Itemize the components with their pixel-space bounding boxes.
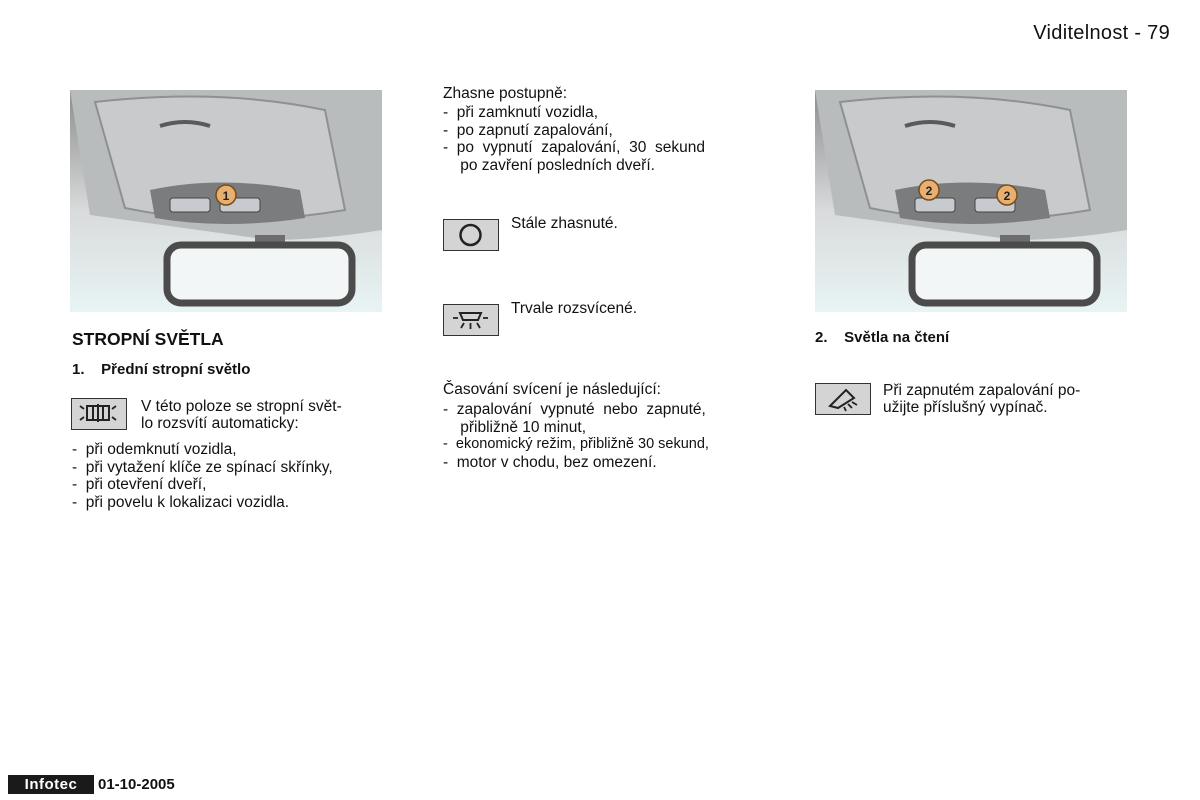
page-header: Viditelnost - 79 [1033, 22, 1170, 44]
circle-off-icon [443, 219, 499, 251]
list-item: - při zamknutí vozidla, [443, 104, 599, 121]
always-off-label: Stále zhasnuté. [511, 215, 618, 232]
footer-date: 01-10-2005 [98, 776, 175, 793]
overhead-light-illustration-reading [815, 90, 1127, 312]
front-light-icon-text-1: V této poloze se stropní svět- [141, 398, 342, 415]
reading-lights-icon-text-1: Při zapnutém zapalování po- [883, 382, 1081, 399]
section-heading: STROPNÍ SVĚTLA [72, 329, 224, 349]
list-item: - motor v chodu, bez omezení. [443, 453, 657, 471]
illustration-badge-1: 1 [222, 189, 230, 203]
list-item: přibližně 10 minut, [443, 418, 587, 436]
list-item: - zapalování vypnuté nebo zapnuté, [443, 401, 706, 418]
always-on-label: Trvale rozsvícené. [511, 300, 638, 317]
lamp-on-icon [443, 304, 499, 336]
list-item: - ekonomický režim, přibližně 30 sekund, [443, 436, 709, 452]
fade-out-intro: Zhasne postupně: [443, 85, 568, 102]
front-light-subheading: 1. Přední stropní světlo [72, 361, 251, 378]
infotec-logo: Infotec [8, 775, 94, 794]
timing-intro: Časování svícení je následující: [443, 381, 661, 398]
door-courtesy-light-icon [71, 398, 127, 430]
list-item: - při odemknutí vozidla, [72, 441, 237, 458]
reading-lamp-icon [815, 383, 871, 415]
front-light-conditions-list [72, 441, 333, 511]
timing-list [443, 401, 709, 471]
overhead-light-illustration-front [70, 90, 382, 312]
list-item: - při vytažení klíče ze spínací skřínky, [72, 458, 333, 476]
front-light-icon-text-2: lo rozsvítí automaticky: [141, 415, 299, 432]
list-item: po zavření posledních dveří. [443, 156, 655, 174]
illustration-badge-2b: 2 [1003, 189, 1011, 203]
illustration-badge-2a: 2 [925, 184, 933, 198]
list-item: - po zapnutí zapalování, [443, 121, 613, 139]
list-item: - při otevření dveří, [72, 476, 207, 493]
list-item: - po vypnutí zapalování, 30 sekund [443, 139, 705, 156]
list-item: - při povelu k lokalizaci vozidla. [72, 493, 290, 511]
reading-lights-subheading: 2. Světla na čtení [815, 329, 950, 346]
fade-out-list [443, 104, 705, 174]
reading-lights-icon-text-2: užijte příslušný vypínač. [883, 399, 1048, 416]
